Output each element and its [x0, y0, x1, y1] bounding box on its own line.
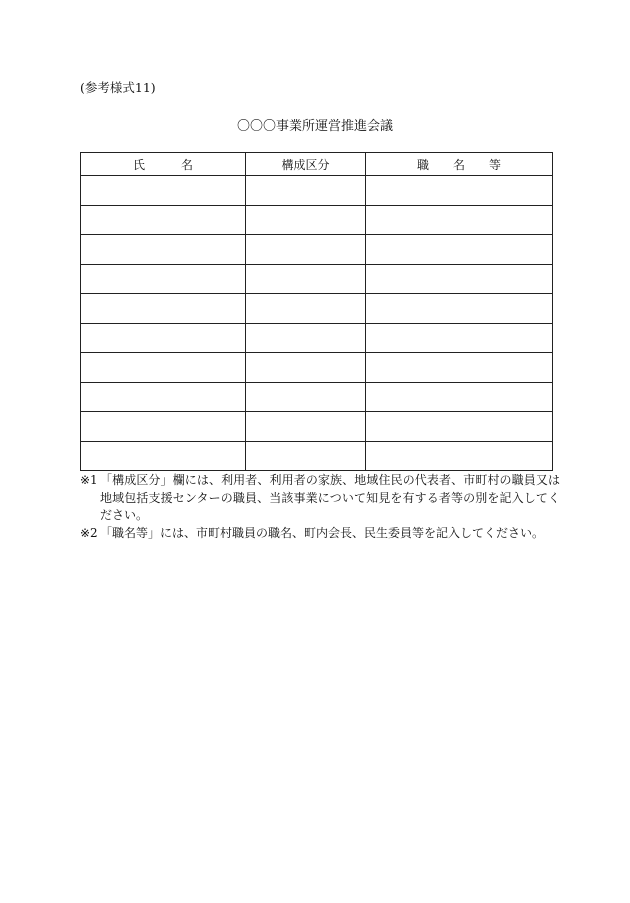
table-row: [81, 205, 553, 235]
header-title: [366, 153, 553, 176]
cell-name: [81, 176, 246, 206]
header-row: [81, 153, 553, 176]
header-category-label: 構成区分: [281, 157, 330, 172]
cell-title: [366, 176, 553, 206]
cell-name: [81, 353, 246, 383]
cell-category: [246, 294, 366, 324]
cell-category: [246, 353, 366, 383]
footnotes: [80, 472, 560, 542]
cell-name: [81, 323, 246, 353]
header-name: [81, 153, 246, 176]
footnote-1-mark: ※1: [80, 473, 98, 487]
cell-title: [366, 294, 553, 324]
cell-title: [366, 412, 553, 442]
cell-title: [366, 353, 553, 383]
table-row: [81, 441, 553, 471]
member-table-header: [81, 153, 553, 176]
cell-title: [366, 264, 553, 294]
cell-name: [81, 235, 246, 265]
document-title: 〇〇〇事業所運営推進会議: [236, 119, 393, 134]
cell-category: [246, 264, 366, 294]
cell-category: [246, 382, 366, 412]
table-row: [81, 235, 553, 265]
cell-category: [246, 235, 366, 265]
cell-category: [246, 176, 366, 206]
table-row: [81, 323, 553, 353]
footnote-1: [80, 472, 560, 525]
cell-category: [246, 323, 366, 353]
header-title-label: 職 名 等: [416, 157, 501, 172]
cell-name: [81, 294, 246, 324]
header-name-label: 氏 名: [132, 157, 193, 172]
member-table: [80, 152, 553, 471]
form-label: (参考様式11): [80, 80, 156, 95]
cell-title: [366, 323, 553, 353]
cell-category: [246, 441, 366, 471]
cell-name: [81, 264, 246, 294]
table-row: [81, 353, 553, 383]
footnote-2-mark: ※2: [80, 525, 98, 540]
cell-name: [81, 205, 246, 235]
footnote-1-text: 「構成区分」欄には、利用者、利用者の家族、地域住民の代表者、市町村の職員又は地域包括支援センターの職員、当該事業について知見を有する者等の別を記入してください。: [100, 473, 560, 522]
cell-category: [246, 412, 366, 442]
cell-title: [366, 235, 553, 265]
footnote-2: [80, 525, 560, 543]
cell-title: [366, 441, 553, 471]
cell-name: [81, 382, 246, 412]
cell-name: [81, 441, 246, 471]
table-row: [81, 382, 553, 412]
cell-category: [246, 205, 366, 235]
footnote-2-text: 「職名等」には、市町村職員の職名、町内会長、民生委員等を記入してください。: [100, 525, 545, 540]
table-row: [81, 176, 553, 206]
member-table-body: [81, 176, 553, 471]
table-row: [81, 412, 553, 442]
table-row: [81, 264, 553, 294]
cell-title: [366, 205, 553, 235]
cell-name: [81, 412, 246, 442]
header-category: [246, 153, 366, 176]
cell-title: [366, 382, 553, 412]
table-row: [81, 294, 553, 324]
